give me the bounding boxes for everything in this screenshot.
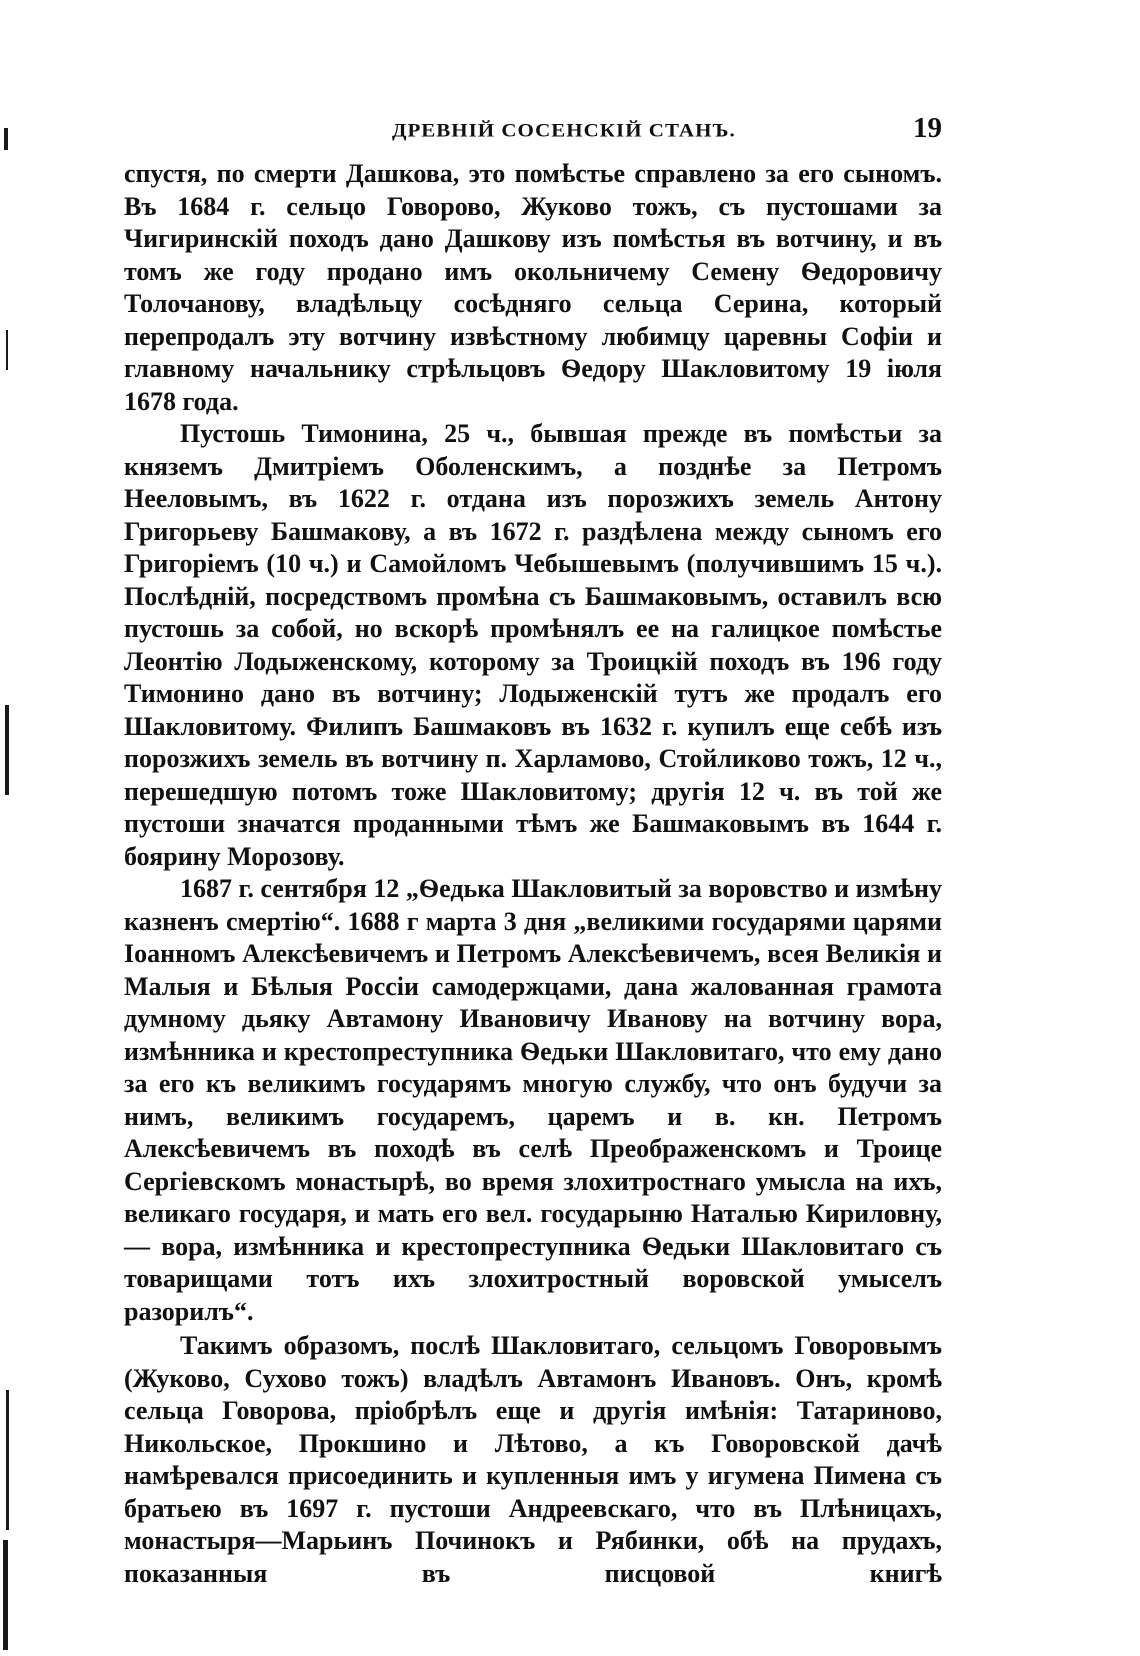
scan-edge-mark	[5, 705, 9, 795]
paragraph-4: Такимъ образомъ, послѣ Шакловитаго, сельцомъ Говоровымъ (Жуково, Сухово тожъ) владѣлъ Автамонъ Ивановъ. Онъ, кромѣ сельца Говорова, пріобрѣлъ еще и другія имѣнія: Татариново, Никольское, Прокшино и Лѣтово, а къ Говоровской дачѣ намѣревался присоединить и купленныя имъ у игумена Пимена съ братьею въ 1697 г. пустоши Андреевскаго, что въ Плѣницахъ, монастыря—Марьинъ Починокъ и Рябинки, обѣ на прудахъ, показанныя въ писцовой книгѣ	[124, 1331, 942, 1588]
scan-edge-mark	[6, 1390, 9, 1530]
scan-edge-mark	[6, 330, 8, 370]
scan-edge-mark	[3, 1540, 8, 1650]
body-text	[124, 158, 942, 1590]
page-number: 19	[913, 112, 942, 144]
running-title: ДРЕВНІЙ СОСЕНСКІЙ СТАНЪ.	[392, 120, 736, 142]
paragraph-1: спустя, по смерти Дашкова, это помѣстье справлено за его сыномъ. Въ 1684 г. сельцо Говорово, Жуково тожъ, съ пустошами за Чигиринскій походъ дано Дашкову изъ помѣстья въ вотчину, и въ томъ же году продано имъ окольничему Семену Ѳедоровичу Толочанову, владѣльцу сосѣдняго сельца Серина, который перепродалъ эту вотчину извѣстному любимцу царевны Софіи и главному начальнику стрѣльцовъ Ѳедору Шакловитому 19 іюля 1678 года.	[124, 159, 942, 416]
page-header	[120, 112, 942, 152]
scan-edge-mark	[4, 128, 8, 150]
paragraph-2: Пустошь Тимонина, 25 ч., бывшая прежде въ помѣстьи за княземъ Дмитріемъ Оболенскимъ, а позднѣе за Петромъ Нееловымъ, въ 1622 г. отдана изъ порозжихъ земель Антону Григорьеву Башмакову, а въ 1672 г. раздѣлена между сыномъ его Григоріемъ (10 ч.) и Самойломъ Чебышевымъ (получившимъ 15 ч.). Послѣдній, посредствомъ промѣна съ Башмаковымъ, оставилъ всю пустошь за собой, но вскорѣ промѣнялъ ее на галицкое помѣстье Леонтію Лодыженскому, которому за Троицкій походъ въ 196 году Тимонино дано въ вотчину; Лодыженскій тутъ же продалъ его Шакловитому. Филипъ Башмаковъ въ 1632 г. купилъ еще себѣ изъ порозжихъ земель въ вотчину п. Харламово, Стойликово тожъ, 12 ч., перешедшую потомъ тоже Шакловитому; другія 12 ч. въ той же пустоши значатся проданными тѣмъ же Башмаковымъ въ 1644 г. боярину Морозову.	[124, 419, 942, 871]
paragraph-3: 1687 г. сентября 12 „Ѳедька Шакловитый за воровство и измѣну казненъ смертію“. 1688 г марта 3 дня „великими государями царями Іоанномъ Алексѣевичемъ и Петромъ Алексѣевичемъ, всея Великія и Малыя и Бѣлыя Россіи самодержцами, дана жалованная грамота думному дьяку Автамону Ивановичу Иванову на вотчину вора, измѣнника и крестопреступника Ѳедьки Шакловитаго, что ему дано за его къ великимъ государямъ многую службу, что онъ будучи за нимъ, великимъ государемъ, царемъ и в. кн. Петромъ Алексѣевичемъ въ походѣ въ селѣ Преображенскомъ и Троице Сергіевскомъ монастырѣ, во время злохитростнаго умысла на ихъ, великаго государя, и мать его вел. государыню Наталью Кириловну, — вора, измѣнника и крестопреступника Ѳедьки Шакловитаго съ товарищами тотъ ихъ злохитростный воровской умыселъ разорилъ“.	[124, 874, 942, 1326]
